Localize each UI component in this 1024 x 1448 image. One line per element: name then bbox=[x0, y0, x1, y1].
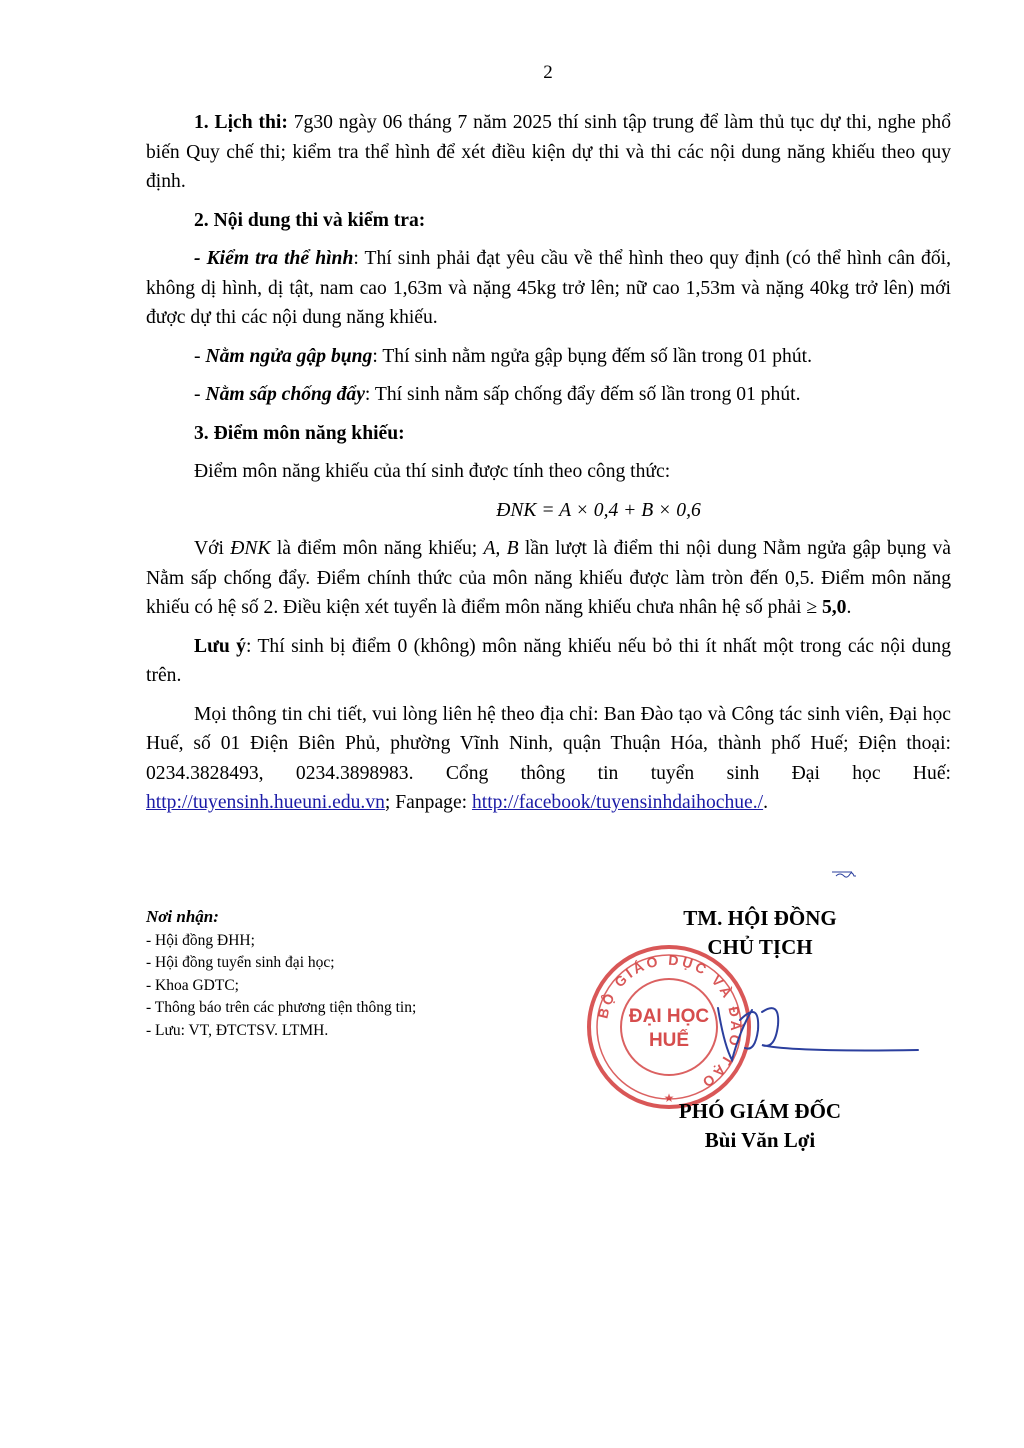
physique-label: Kiểm tra thể hình bbox=[206, 248, 354, 269]
recipients-block bbox=[146, 906, 416, 1042]
physique-prefix: - bbox=[194, 248, 207, 269]
signature-footer bbox=[640, 1097, 880, 1155]
pushup-paragraph bbox=[146, 380, 951, 410]
initial-signature-icon bbox=[830, 866, 866, 882]
recipient-item: - Thông báo trên các phương tiện thông tin; bbox=[146, 999, 417, 1016]
signer-position: PHÓ GIÁM ĐỐC bbox=[678, 1099, 842, 1123]
chair-title: CHỦ TỊCH bbox=[707, 935, 813, 959]
council-title: TM. HỘI ĐỒNG bbox=[683, 906, 837, 930]
physique-paragraph bbox=[146, 244, 951, 333]
explanation-part-1: Với bbox=[194, 538, 231, 559]
physique-text: : Thí sinh phải đạt yêu cầu về thể hình theo quy định (có thể hình cân đối, không dị hình, dị tật, nam cao 1,63m và nặng 45kg trở lên; nữ cao 1,53m và nặng 40kg trở lên) mới được dự thi các nội dung năng khiếu. bbox=[146, 248, 951, 328]
seal-center-line-1: ĐẠI HỌC bbox=[628, 1006, 710, 1027]
recipients-list bbox=[146, 930, 416, 1043]
explanation-threshold: 5,0 bbox=[821, 597, 847, 618]
recipients-title bbox=[146, 906, 416, 930]
pushup-text: : Thí sinh nằm sấp chống đẩy đếm số lần trong 01 phút. bbox=[364, 384, 801, 405]
contact-end: . bbox=[763, 792, 769, 813]
situp-text: : Thí sinh nằm ngửa gập bụng đếm số lần trong 01 phút. bbox=[372, 345, 812, 367]
contact-text: Mọi thông tin chi tiết, vui lòng liên hệ theo địa chỉ: Ban Đào tạo và Công tác sinh viên, Đại học Huế, số 01 Điện Biên Phủ, phường Vĩnh Ninh, quận Thuận Hóa, thành phố Huế; Điện thoại: 0234.3828493, 0234.3898983. Cổng thông tin tuyển sinh Đại học Huế: bbox=[146, 703, 951, 784]
schedule-paragraph bbox=[146, 108, 951, 197]
situp-label: Nằm ngửa gập bụng bbox=[205, 345, 373, 367]
content-heading: 2. Nội dung thi và kiểm tra: bbox=[194, 209, 426, 231]
seal-center-line-2: HUẾ bbox=[648, 1030, 690, 1051]
website-link[interactable]: http://tuyensinh.hueuni.edu.vn bbox=[146, 792, 385, 813]
contact-mid: ; Fanpage: bbox=[384, 792, 472, 813]
situp-paragraph bbox=[146, 342, 951, 372]
note-text: : Thí sinh bị điểm 0 (không) môn năng khiếu nếu bỏ thi ít nhất một trong các nội dung trên. bbox=[146, 635, 951, 686]
fanpage-link[interactable]: http://facebook/tuyensinhdaihochue./ bbox=[471, 792, 764, 813]
explanation-part-4: . bbox=[846, 597, 852, 618]
explanation-part-2: là điểm môn năng khiếu; bbox=[270, 538, 484, 559]
score-heading: 3. Điểm môn năng khiếu: bbox=[194, 422, 405, 444]
schedule-text: 7g30 ngày 06 tháng 7 năm 2025 thí sinh tập trung để làm thủ tục dự thi, nghe phổ biến Quy chế thi; kiểm tra thể hình để xét điều kiện dự thi và thi các nội dung năng khiếu theo quy định. bbox=[146, 112, 951, 192]
signer-name: Bùi Văn Lợi bbox=[704, 1128, 816, 1152]
recipient-item: - Hội đồng tuyển sinh đại học; bbox=[146, 954, 335, 971]
contact-paragraph bbox=[146, 700, 951, 818]
recipient-item: - Lưu: VT, ĐTCTSV. LTMH. bbox=[146, 1021, 329, 1039]
handwritten-signature-icon bbox=[700, 990, 920, 1070]
recipient-item: - Hội đồng ĐHH; bbox=[146, 931, 255, 949]
document-body bbox=[146, 108, 951, 827]
schedule-label: 1. Lịch thi: bbox=[194, 112, 288, 133]
explanation-ab: A, B bbox=[483, 538, 519, 559]
recipients-title-suffix: : bbox=[213, 907, 219, 926]
explanation-part-3: lần lượt là điểm thi nội dung Nằm ngửa gập bụng và Nằm sấp chống đẩy. Điểm chính thức của môn năng khiếu được làm tròn đến 0,5. Điểm môn năng khiếu có hệ số 2. Điều kiện xét tuyển là điểm môn năng khiếu chưa nhân hệ số phải ≥ bbox=[146, 538, 951, 618]
situp-prefix: - bbox=[194, 345, 206, 367]
pushup-prefix: - bbox=[194, 384, 206, 405]
page-number: 2 bbox=[543, 62, 553, 83]
svg-text:★: ★ bbox=[663, 1091, 675, 1105]
note-paragraph bbox=[146, 632, 951, 691]
recipient-item: - Khoa GDTC; bbox=[146, 976, 239, 994]
note-label: Lưu ý bbox=[194, 635, 246, 657]
seal-ring-text: BỘ GIÁO DỤC VÀ ĐÀO TẠO bbox=[594, 951, 745, 1093]
score-intro: Điểm môn năng khiếu của thí sinh được tính theo công thức: bbox=[194, 461, 671, 482]
pushup-label: Nằm sấp chống đẩy bbox=[205, 384, 365, 405]
score-formula: ĐNK = A × 0,4 + B × 0,6 bbox=[496, 499, 701, 521]
recipients-title-text: Nơi nhận bbox=[146, 907, 214, 926]
explanation-paragraph bbox=[146, 534, 951, 623]
explanation-dnk: ĐNK bbox=[230, 538, 271, 559]
